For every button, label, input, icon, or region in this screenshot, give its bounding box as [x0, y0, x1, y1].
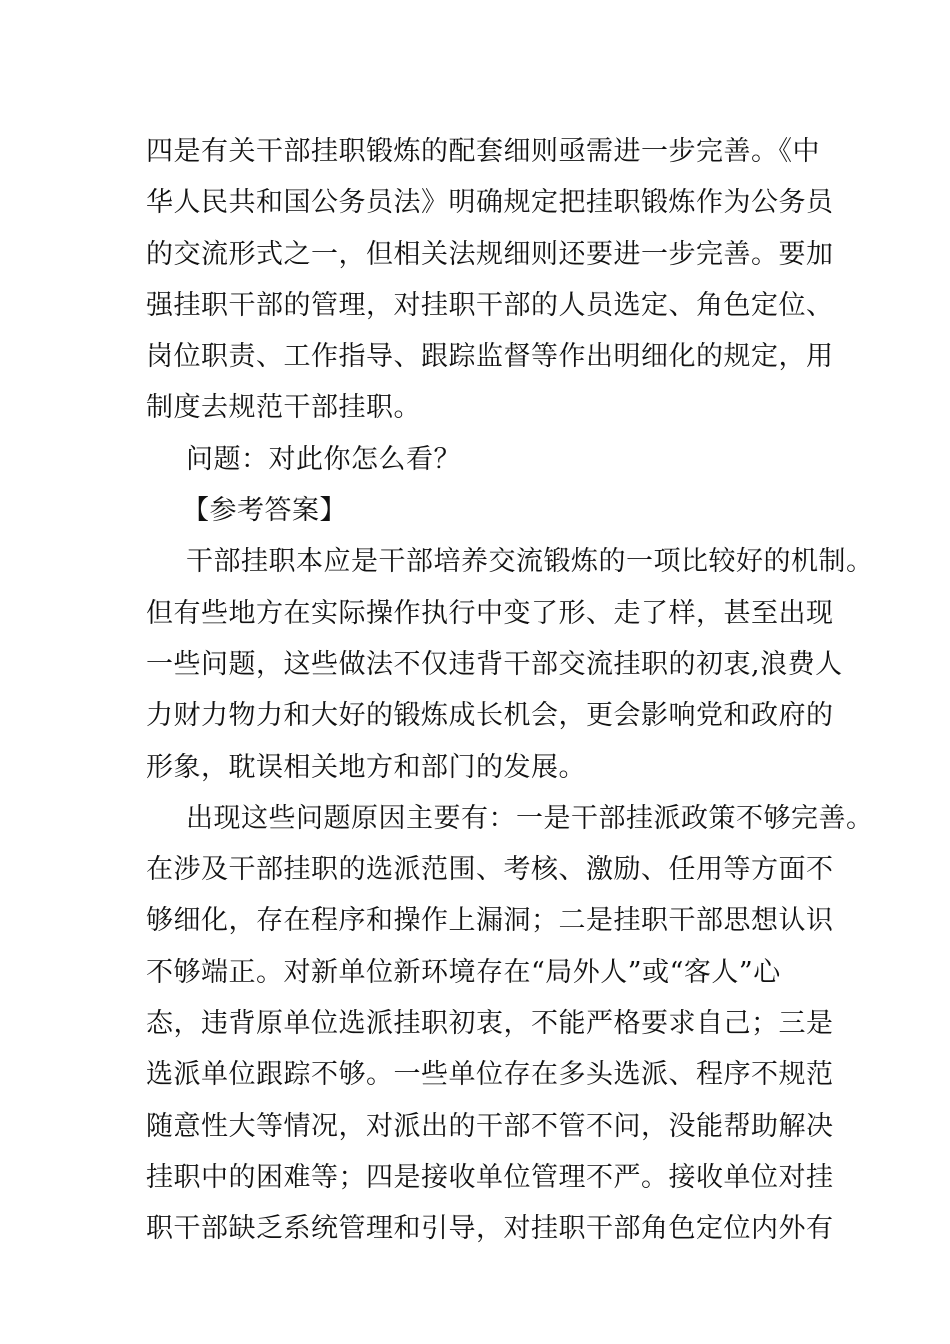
text-line: 的交流形式之一，但相关法规细则还要进一步完善。要加 — [146, 238, 834, 270]
paragraph-start-line: 干部挂职本应是干部培养交流锻炼的一项比较好的机制。 — [186, 546, 874, 578]
text-line: 挂职中的困难等；四是接收单位管理不严。接收单位对挂 — [146, 1161, 834, 1193]
text-line: 形象，耽误相关地方和部门的发展。 — [146, 751, 586, 783]
text-line: 在涉及干部挂职的选派范围、考核、激励、任用等方面不 — [146, 854, 834, 886]
text-line: 强挂职干部的管理，对挂职干部的人员选定、角色定位、 — [146, 289, 834, 321]
text-line: 一些问题，这些做法不仅违背干部交流挂职的初衷,浪费人 — [146, 648, 843, 680]
text-line: 选派单位跟踪不够。一些单位存在多头选派、程序不规范 — [146, 1059, 834, 1091]
text-line: 力财力物力和大好的锻炼成长机会，更会影响党和政府的 — [146, 700, 834, 732]
text-line: 四是有关干部挂职锻炼的配套细则亟需进一步完善。《中 — [146, 136, 820, 167]
paragraph-start-line: 出现这些问题原因主要有：一是干部挂派政策不够完善。 — [186, 802, 874, 834]
text-line: 职干部缺乏系统管理和引导，对挂职干部角色定位内外有 — [146, 1213, 834, 1245]
reference-answer-heading: 【参考答案】 — [182, 495, 347, 527]
text-line: 华人民共和国公务员法》明确规定把挂职锻炼作为公务员 — [146, 187, 834, 219]
question-line: 问题：对此你怎么看？ — [186, 443, 461, 475]
text-line: 但有些地方在实际操作执行中变了形、走了样，甚至出现 — [146, 597, 834, 629]
document-body — [146, 126, 874, 1255]
text-line: 态，违背原单位选派挂职初衷，不能严格要求自己；三是 — [146, 1008, 834, 1040]
text-line: 岗位职责、工作指导、跟踪监督等作出明细化的规定，用 — [146, 341, 834, 373]
text-line: 随意性大等情况，对派出的干部不管不问，没能帮助解决 — [146, 1110, 834, 1142]
text-line: 够细化，存在程序和操作上漏洞；二是挂职干部思想认识 — [146, 905, 834, 937]
text-line: 不够端正。对新单位新环境存在“局外人”或“客人”心 — [146, 956, 781, 988]
text-line: 制度去规范干部挂职。 — [146, 392, 421, 424]
